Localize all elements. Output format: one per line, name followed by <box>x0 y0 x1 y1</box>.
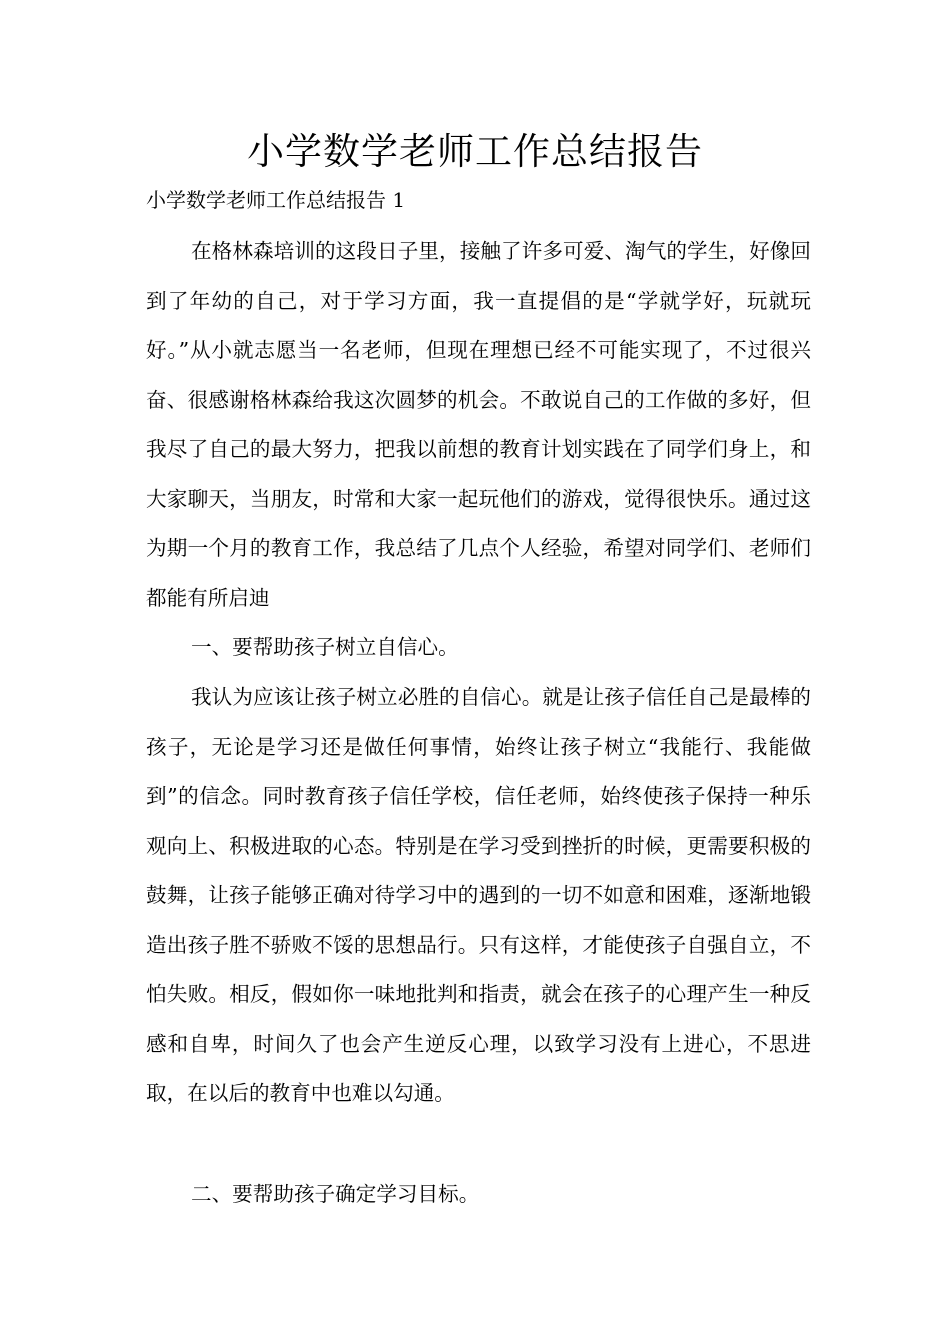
section-heading-1: 一、要帮助孩子树立自信心。 <box>191 635 459 659</box>
section-heading-2: 二、要帮助孩子确定学习目标。 <box>191 1182 480 1206</box>
document-title: 小学数学老师工作总结报告 <box>247 130 703 173</box>
paragraph-intro: 在格林森培训的这段日子里，接触了许多可爱、淘气的学生，好像回到了年幼的自己，对于学习方面，我一直提倡的是“学就学好，玩就玩好。”从小就志愿当一名老师，但现在理想已经不可能实现了，不过很兴奋、很感谢格林森给我这次圆梦的机会。不敢说自己的工作做的多好，但我尽了自己的最大努力，把我以前想的教育计划实践在了同学们身上，和大家聊天，当朋友，时常和大家一起玩他们的游戏，觉得很快乐。通过这为期一个月的教育工作，我总结了几点个人经验，希望对同学们、老师们都能有所启迪 <box>146 239 811 610</box>
paragraph-confidence: 我认为应该让孩子树立必胜的自信心。就是让孩子信任自己是最棒的孩子，无论是学习还是做任何事情，始终让孩子树立“我能行、我能做到”的信念。同时教育孩子信任学校，信任老师，始终使孩子保持一种乐观向上、积极进取的心态。特别是在学习受到挫折的时候，更需要积极的鼓舞，让孩子能够正确对待学习中的遇到的一切不如意和困难，逐渐地锻造出孩子胜不骄败不馁的思想品行。只有这样，才能使孩子自强自立，不怕失败。相反，假如你一味地批判和指责，就会在孩子的心理产生一种反感和自卑，时间久了也会产生逆反心理，以致学习没有上进心，不思进取，在以后的教育中也难以勾通。 <box>146 685 811 1105</box>
section-subtitle: 小学数学老师工作总结报告 1 <box>146 188 406 212</box>
